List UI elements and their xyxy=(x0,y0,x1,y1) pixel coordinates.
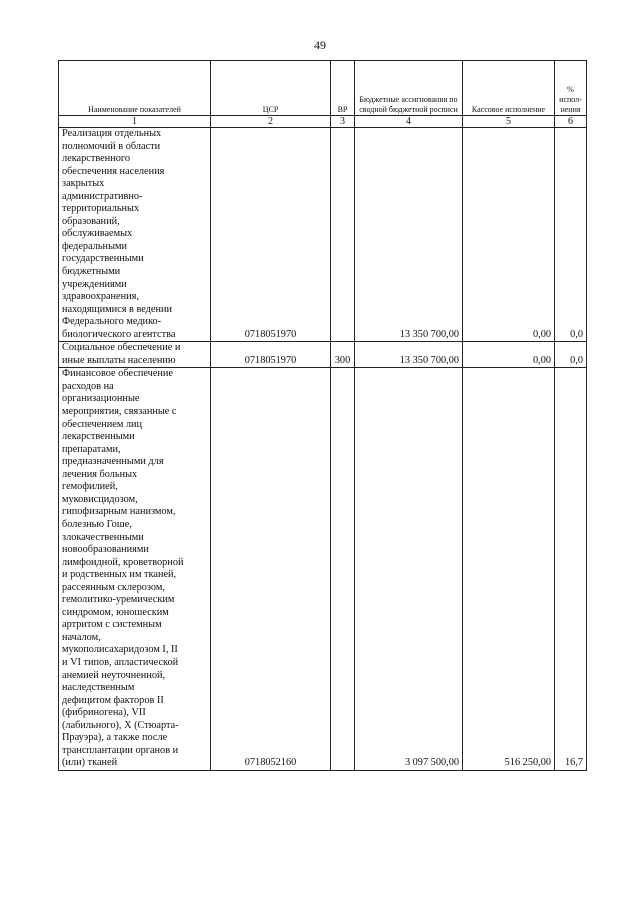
indicator-name-line: обслуживаемых xyxy=(62,228,133,240)
indicator-name-line: административно- xyxy=(62,190,143,202)
percent-cell: 16,7 xyxy=(555,368,587,771)
indicator-name-line: территориальных xyxy=(62,203,140,215)
table-row xyxy=(59,368,587,771)
indicator-name-line: полномочий в области xyxy=(62,140,161,152)
indicator-name-line: гипофизарным нанизмом, xyxy=(62,506,176,518)
vr-cell xyxy=(331,128,355,342)
column-index: 1 xyxy=(59,116,211,128)
csr-cell: 0718051970 xyxy=(211,128,331,342)
indicator-name-line: Реализация отдельных xyxy=(62,128,162,139)
indicator-name-line: (фибриногена), VII xyxy=(62,707,146,719)
indicator-name-line: организационные xyxy=(62,393,140,405)
indicator-name-line: бюджетными xyxy=(62,266,121,278)
indicator-name-line: Социальное обеспечение и xyxy=(62,342,181,354)
indicator-name-line: иные выплаты населению xyxy=(62,354,176,366)
indicator-name-line: образований, xyxy=(62,215,120,227)
indicator-name-line: новообразованиями xyxy=(62,544,149,556)
indicator-name-line: здравоохранения, xyxy=(62,291,139,303)
column-index: 2 xyxy=(211,116,331,128)
indicator-name-line: препаратами, xyxy=(62,443,121,455)
indicator-name-line: (или) тканей xyxy=(62,757,118,769)
indicator-name-cell xyxy=(59,342,211,368)
indicator-name-line: трансплантации органов и xyxy=(62,744,179,756)
indicator-name-line: лекарственного xyxy=(62,153,131,165)
cash-cell: 516 250,00 xyxy=(463,368,555,771)
header-row xyxy=(59,61,587,116)
indicator-name-line: муковисцидозом, xyxy=(62,493,138,505)
csr-cell: 0718052160 xyxy=(211,368,331,771)
column-index-row xyxy=(59,116,587,128)
percent-cell: 0,0 xyxy=(555,342,587,368)
header-name: Наименование показателей xyxy=(59,61,211,116)
indicator-name-line: обеспечения населения xyxy=(62,165,165,177)
indicator-name-line: началом, xyxy=(62,631,101,643)
indicator-name-line: находящимися в ведении xyxy=(62,303,173,315)
table-body xyxy=(59,128,587,771)
column-index: 6 xyxy=(555,116,587,128)
indicator-name-line: (лабильного), X (Стюарта- xyxy=(62,719,179,731)
vr-cell: 300 xyxy=(331,342,355,368)
header-csr: ЦСР xyxy=(211,61,331,116)
column-index: 5 xyxy=(463,116,555,128)
indicator-name-line: болезнью Гоше, xyxy=(62,518,132,530)
budget-cell: 13 350 700,00 xyxy=(355,342,463,368)
budget-cell: 13 350 700,00 xyxy=(355,128,463,342)
budget-table xyxy=(58,60,587,771)
indicator-name-line: Прауэра), а также после xyxy=(62,732,168,744)
indicator-name-line: расходов на xyxy=(62,380,114,392)
header-cash: Кассовое исполнение xyxy=(463,61,555,116)
budget-cell: 3 097 500,00 xyxy=(355,368,463,771)
vr-cell xyxy=(331,368,355,771)
indicator-name-line: закрытых xyxy=(62,178,105,190)
indicator-name-line: лечения больных xyxy=(62,468,138,480)
column-index: 4 xyxy=(355,116,463,128)
page-number: 49 xyxy=(314,38,326,52)
indicator-name-line: гемолитико-уремическим xyxy=(62,594,175,606)
indicator-name-line: наследственным xyxy=(62,682,135,694)
indicator-name-line: федеральными xyxy=(62,240,128,252)
header-percent: % испол-нения xyxy=(555,61,587,116)
indicator-name-line: лимфоидной, кроветворной xyxy=(62,556,184,568)
indicator-name-line: гемофилией, xyxy=(62,481,118,493)
csr-cell: 0718051970 xyxy=(211,342,331,368)
indicator-name-line: учреждениями xyxy=(62,278,127,290)
cash-cell: 0,00 xyxy=(463,342,555,368)
header-vr: ВР xyxy=(331,61,355,116)
indicator-name-line: анемией неуточненной, xyxy=(62,669,166,681)
indicator-name-line: и родственных им тканей, xyxy=(62,569,177,581)
indicator-name-line: рассеянным склерозом, xyxy=(62,581,165,593)
indicator-name-line: дефицитом факторов II xyxy=(62,694,164,706)
indicator-name-line: артритом с системным xyxy=(62,619,162,631)
indicator-name-cell xyxy=(59,128,211,342)
percent-cell: 0,0 xyxy=(555,128,587,342)
indicator-name-line: предназначенными для xyxy=(62,456,164,468)
table-row xyxy=(59,342,587,368)
indicator-name-line: мероприятия, связанные с xyxy=(62,406,177,418)
indicator-name-line: синдромом, юношеским xyxy=(62,606,169,618)
indicator-name-line: Федерального медико- xyxy=(62,316,162,328)
cash-cell: 0,00 xyxy=(463,128,555,342)
indicator-name-line: Финансовое обеспечение xyxy=(62,368,173,380)
header-budget: Бюджетные ассигнования по сводной бюджетной росписи xyxy=(355,61,463,116)
indicator-name-cell xyxy=(59,368,211,771)
indicator-name-line: и VI типов, апластической xyxy=(62,656,179,668)
table-row xyxy=(59,128,587,342)
indicator-name-line: мукополисахаридозом I, II xyxy=(62,644,178,656)
indicator-name-line: государственными xyxy=(62,253,144,265)
indicator-name-line: обеспечением лиц xyxy=(62,418,143,430)
indicator-name-line: биологического агентства xyxy=(62,328,176,340)
indicator-name-line: злокачественными xyxy=(62,531,144,543)
indicator-name-line: лекарственными xyxy=(62,431,135,443)
column-index: 3 xyxy=(331,116,355,128)
